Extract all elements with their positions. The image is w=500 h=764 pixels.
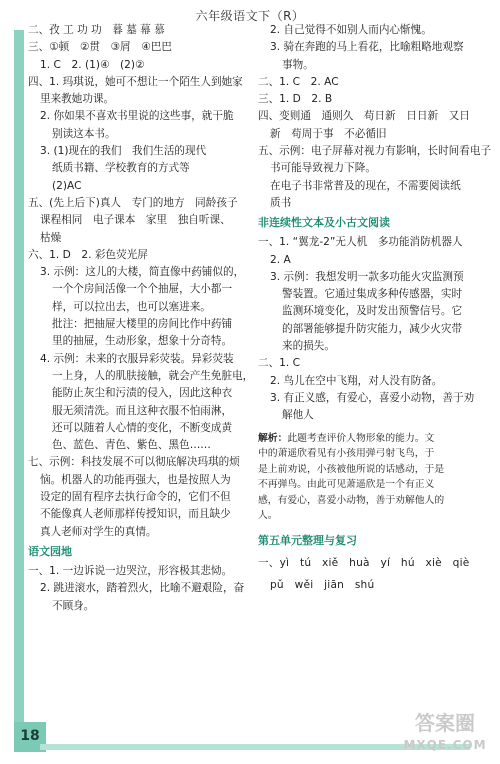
analysis-line: 感，有爱心，喜爱小动物，善于劝解他人的 [258,494,445,506]
text-line: 二、1. C [258,357,301,370]
text-line: 还可以随着人心情的变化，不断变成黄 [52,421,233,434]
text-line: 七、示例：科技发展不可以彻底解决玛琪的烦 [28,456,240,469]
text-line: 六、1. D 2. 彩色荧光屏 [28,248,148,261]
text-line: 设定的固有程序去执行命令的，它们不但 [40,491,231,504]
text-line: 2. 鸟儿在空中飞翔，对人没有防备。 [270,374,443,387]
header-title: 六年级语文下（R） [195,9,305,23]
analysis-label: 解析： [258,432,288,444]
text-line: 一个个房间活像一个个抽屉，大小都一 [52,283,233,296]
text-line: 事物。 [282,58,314,71]
text-line: 不顾身。 [52,599,95,612]
text-line: 色、蓝色、青色、紫色、黑色…… [52,439,211,452]
watermark-logo: 答案圈 MXQE.COM [403,711,487,752]
text-line: (2)AC [52,179,82,192]
analysis-line: 解析：此题考查评价人物形象的能力。文 [258,432,435,444]
text-line: 3. 示例：这儿的大楼，简直像中药铺似的， [40,266,245,279]
right-answers-2 [258,234,488,424]
text-line: 监测环境变化，及时发出预警信号。它 [282,305,463,318]
text-line: 真人老师对学生的真情。 [40,525,157,538]
text-line: 2. 跳进滚水，踏着烈火，比喻不避艰险，奋 [40,582,245,595]
section-heading-reading: 非连续性文本及小古文阅读 [258,216,390,230]
text-line: 枯燥 [40,231,62,244]
text-line: 二、孜 工 功 功 暮 墓 幕 慕 [28,24,165,36]
text-line: 3. (1)现在的我们 我们生活的现代 [40,145,207,158]
text-line: 四、变则通 通则久 苟日新 日日新 又日 [258,110,470,123]
text-line: 四、1. 玛琪说，她可不想让一个陌生人到她家 [28,75,243,88]
text-line: 里来教她功课。 [40,93,115,106]
text-line: 1. C 2. (1)④ (2)② [40,58,145,71]
text-line: 4. 示例：未来的衣服异彩荧装。异彩荧装 [40,352,234,365]
text-line: 一、1. 一边诉说一边哭泣，形容极其悲恸。 [28,564,233,577]
section-heading-unit5-review: 第五单元整理与复习 [258,533,357,547]
analysis-block [258,431,488,524]
left-column [28,22,254,615]
section-heading-yuwen-yuandi: 语文园地 [28,544,72,558]
text-line: 书可能导致视力下降。 [270,162,376,175]
text-line: 一上身，人的肌肤接触，就会产生免脏电， [52,369,254,382]
text-line: 别读这本书。 [52,127,116,140]
text-line: 五、(先上后下)真人 专门的地方 同龄孩子 [28,196,238,209]
text-line: 恼。机器人的功能再强大，也是按照人为 [40,473,231,486]
text-line: 一、1. “翼龙-2”无人机 多功能消防机器人 [258,236,463,249]
text-line: 2. 你如果不喜欢书里说的这些事，就干脆 [40,110,234,123]
analysis-line: 人。 [258,510,278,522]
text-line: 来的损失。 [282,340,335,353]
text-line: 三、1. D 2. B [258,93,333,106]
text-line: 样，可以拉出去，也可以塞进来。 [52,300,211,313]
text-line: 3. 骑在奔跑的马上看花，比喻粗略地观察 [270,41,464,54]
text-line: 课程相同 电子课本 家里 独自听课、 [40,214,231,227]
text-line: 批注：把抽屉大楼里的房间比作中药铺 [52,318,233,331]
page-number: 18 [20,728,40,744]
text-line: 解他人 [282,409,314,422]
text-line: 五、示例：电子屏幕对视力有影响，长时间看电子 [258,145,492,158]
text-line: 2. A [270,253,291,266]
left-answers-2 [28,563,250,615]
text-line: 能防止灰尘和污渍的侵入，因此这种衣 [52,387,233,400]
pinyin-answers [258,552,488,596]
text-line: 纸质书籍、学校教育的方式等 [52,162,190,175]
text-line: 警装置。它通过集成多种传感器，实时 [282,288,463,301]
text-line: 服无须清洗。而且这种衣服不怕雨淋， [52,404,233,417]
text-line: pǔ wěi jiān shú [270,578,375,591]
text-line: 质书 [270,196,292,209]
text-line: 3. 有正义感，有爱心，喜爱小动物，善于劝 [270,391,475,404]
text-line: 三、①顿 ②贯 ③屑 ④巴巴 [28,41,172,54]
left-answers [28,22,254,541]
right-answers [258,22,492,212]
side-color-tab [14,30,24,726]
text-line: 3. 示例：我想发明一款多功能火灾监测预 [270,270,464,283]
text-line: 2. 自己觉得不如别人而内心惭愧。 [270,24,432,36]
text-line: 不能像真人老师那样传授知识，而且缺少 [40,508,231,521]
analysis-line: 不再弹鸟。由此可见萧遥欣是一个有正义 [258,479,435,491]
right-column [258,22,492,596]
analysis-line: 中的萧遥欣看见有小孩用弹弓射飞鸟，于 [258,448,435,460]
text-line: 在电子书非常普及的现在，不需要阅读纸 [270,179,461,192]
text-line: 一、yì tú xiě huà yí hú xiè qiè [258,556,470,569]
analysis-line: 是上前劝说，小孩被他所说的话感动，于是 [258,463,445,475]
text-line: 里的抽屉，生动形象，想象十分奇特。 [52,335,233,348]
text-line: 的部署能够提升防灾能力，减少火灾带 [282,322,463,335]
text-line: 二、1. C 2. AC [258,75,339,88]
text-line: 新 苟周于事 不必循旧 [270,127,387,140]
